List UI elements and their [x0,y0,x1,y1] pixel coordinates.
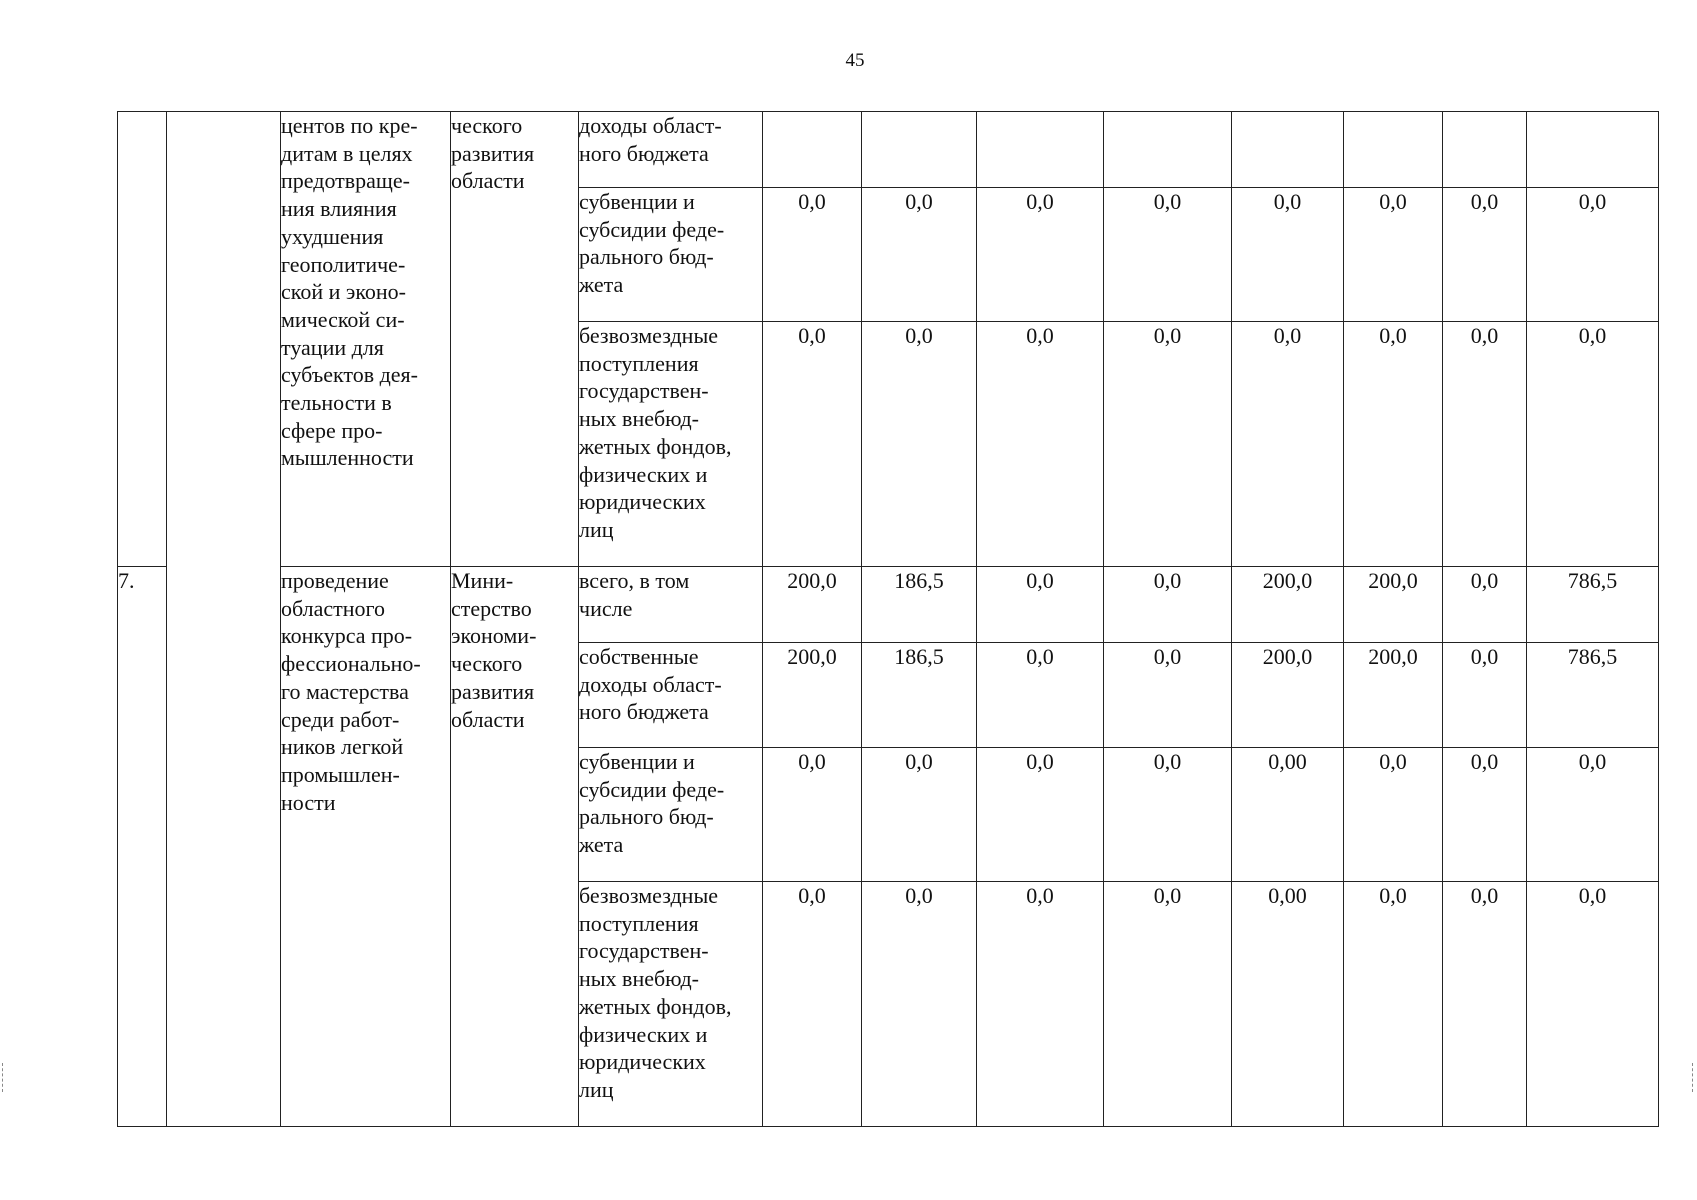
value-cell: 0,0 [1344,322,1443,567]
event-name-text: центов по кре- дитам в целях предотвраще- ния влияния ухудшения геополитиче- ской и эконо- мической си- туации для субъектов дея- тельности в сфере про- мышленности [281,113,418,471]
value-cell: 200,0 [1232,643,1344,748]
value-cell: 0,0 [1443,567,1527,643]
value-cell: 0,0 [977,882,1104,1127]
value-cell: 0,0 [1443,882,1527,1127]
value-cell: 0,0 [1104,188,1232,322]
value-cell: 0,0 [763,882,862,1127]
value-cell: 0,0 [862,322,977,567]
value-cell: 0,0 [1104,567,1232,643]
funding-source-label: собственные доходы област- ного бюджета [579,644,722,725]
value-cell: 0,0 [1344,882,1443,1127]
value-cell: 0,0 [977,322,1104,567]
event-name-text: проведение областного конкурса про- фессионально- го мастерства среди работ- ников легкой промышлен- ности [281,568,421,815]
value-cell: 0,0 [977,748,1104,882]
executor-text: Мини- стерство экономи- ческого развития области [451,568,537,732]
value-cell: 0,0 [1443,643,1527,748]
value-cell: 0,0 [1232,322,1344,567]
executor-cell [451,112,579,567]
value-cell: 200,0 [1344,567,1443,643]
value-cell: 0,0 [977,188,1104,322]
table-row [118,112,1659,188]
value-cell: 786,5 [1527,643,1659,748]
value-cell: 0,0 [1104,748,1232,882]
value-cell [977,112,1104,188]
value-cell [1527,112,1659,188]
value-cell: 0,0 [1443,748,1527,882]
budget-table [117,111,1659,1127]
value-cell: 0,0 [1104,322,1232,567]
item-number-cell: 7. [118,567,167,1127]
value-cell: 200,0 [1232,567,1344,643]
funding-source-cell [579,882,763,1127]
funding-source-cell [579,322,763,567]
table-body [118,112,1659,1127]
value-cell: 0,0 [1527,882,1659,1127]
scan-edge-mark [1692,1063,1697,1092]
value-cell [1344,112,1443,188]
funding-source-label: безвозмездные поступления государствен- ных внебюд- жетных фондов, физических и юридических лиц [579,323,732,542]
value-cell: 0,0 [1344,748,1443,882]
funding-source-label: субвенции и субсидии феде- рального бюд- жета [579,749,725,858]
value-cell: 0,00 [1232,748,1344,882]
funding-source-label: субвенции и субсидии феде- рального бюд- жета [579,189,725,298]
value-cell [1443,112,1527,188]
page-number: 45 [845,50,865,71]
value-cell: 0,0 [1344,188,1443,322]
executor-text: ческого развития области [451,113,535,194]
value-cell [862,112,977,188]
funding-source-cell [579,643,763,748]
funding-source-cell [579,112,763,188]
value-cell: 0,0 [1443,188,1527,322]
funding-source-cell [579,748,763,882]
value-cell: 0,0 [1527,188,1659,322]
value-cell: 0,0 [862,882,977,1127]
value-cell: 200,0 [763,643,862,748]
value-cell [1104,112,1232,188]
value-cell: 0,0 [1104,882,1232,1127]
value-cell [763,112,862,188]
value-cell: 0,0 [1443,322,1527,567]
value-cell: 0,0 [1104,643,1232,748]
blank-column-cell [167,112,281,1127]
value-cell: 0,0 [763,748,862,882]
value-cell: 0,00 [1232,882,1344,1127]
value-cell: 0,0 [763,322,862,567]
value-cell: 0,0 [1527,748,1659,882]
funding-source-cell [579,188,763,322]
value-cell: 0,0 [977,567,1104,643]
value-cell: 786,5 [1527,567,1659,643]
funding-source-cell [579,567,763,643]
funding-source-label: всего, в том числе [579,568,690,621]
event-name-cell [281,112,451,567]
value-cell: 0,0 [763,188,862,322]
value-cell: 0,0 [1527,322,1659,567]
executor-cell [451,567,579,1127]
scan-edge-mark [2,1063,7,1092]
item-number-cell [118,112,167,567]
value-cell: 0,0 [977,643,1104,748]
event-name-cell [281,567,451,1127]
value-cell [1232,112,1344,188]
funding-source-label: безвозмездные поступления государствен- ных внебюд- жетных фондов, физических и юридических лиц [579,883,732,1102]
funding-source-label: доходы област- ного бюджета [579,113,722,166]
value-cell: 186,5 [862,567,977,643]
value-cell: 0,0 [1232,188,1344,322]
value-cell: 186,5 [862,643,977,748]
table-row [118,567,1659,643]
value-cell: 200,0 [1344,643,1443,748]
value-cell: 0,0 [862,188,977,322]
value-cell: 0,0 [862,748,977,882]
value-cell: 200,0 [763,567,862,643]
